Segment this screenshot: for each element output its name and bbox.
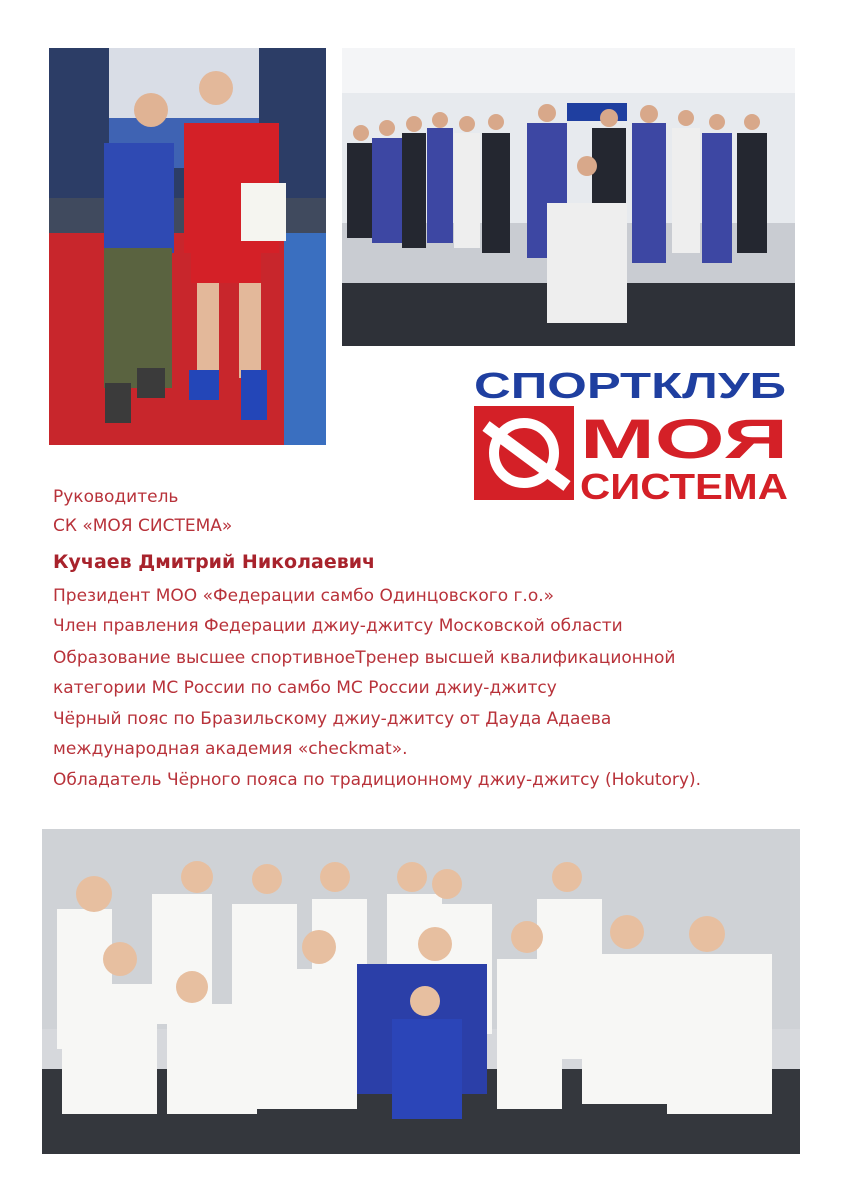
photo-coach-with-athlete — [49, 48, 326, 445]
photo-kids-group — [42, 829, 800, 1154]
bio-line: Президент МОО «Федерации самбо Одинцовского г.о.» — [53, 586, 555, 606]
bio-line: категории МС России по самбо МС России джиу-джитсу — [53, 678, 557, 698]
club-name: СК «МОЯ СИСТЕМА» — [53, 516, 233, 536]
bio-line: Чёрный пояс по Бразильскому джиу-джитсу от Дауда Адаева — [53, 709, 612, 729]
logo-line-2: МОЯ — [580, 407, 788, 470]
logo-line-3: СИСТЕМА — [580, 466, 788, 502]
bio-line: международная академия «checkmat». — [53, 739, 408, 759]
role-title: Руководитель — [53, 487, 179, 507]
bio-line: Член правления Федерации джиу-джитсу Московской области — [53, 616, 623, 636]
club-logo — [472, 366, 790, 502]
person-name: Кучаев Дмитрий Николаевич — [53, 551, 376, 573]
photo-adult-group — [342, 48, 795, 346]
bio-line: Обладатель Чёрного пояса по традиционному джиу-джитсу (Hokutory). — [53, 770, 702, 790]
bio-line: Образование высшее спортивноеТренер высшей квалификационной — [53, 648, 676, 668]
logo-line-1: СПОРТКЛУБ — [474, 366, 786, 406]
